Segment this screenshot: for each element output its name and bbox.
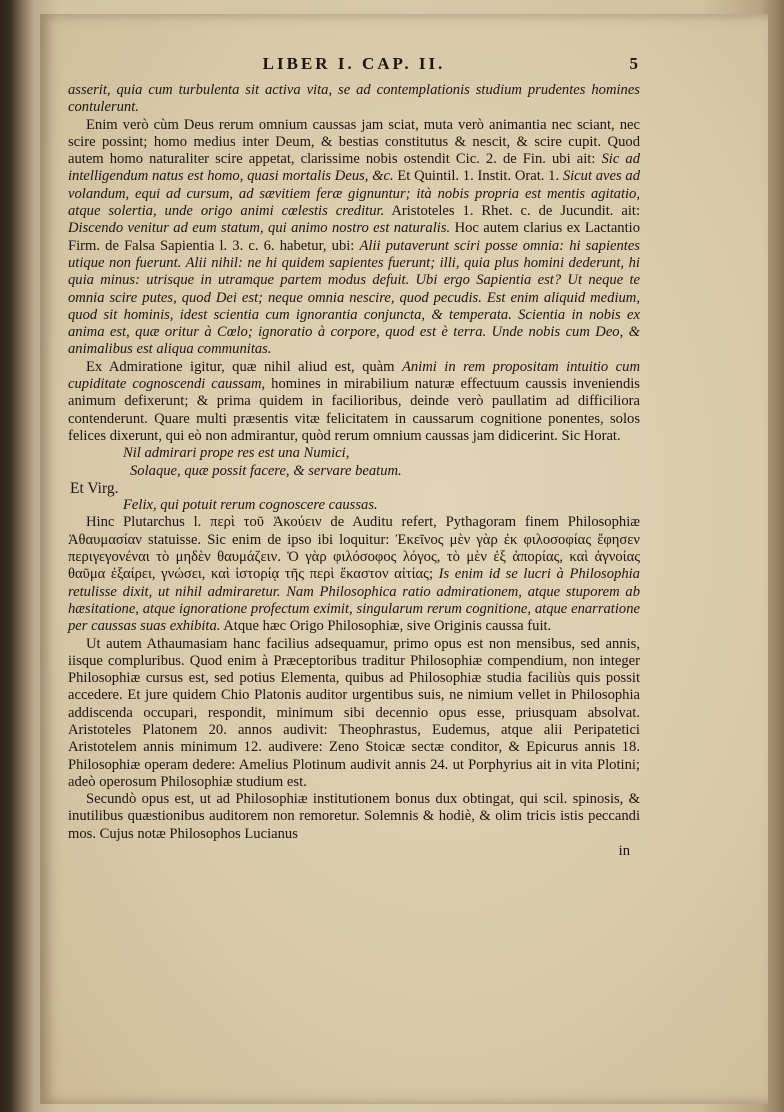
page-text [68,55,640,860]
italic-text-run: Discendo venitur ad eum statum, qui animo nostro est naturalis. [68,220,451,237]
text-run: Hoc autem clarius ex Lactantio Firm. de Falsa Sapientia l. 3. c. 6. habetur, ubi: [68,220,640,254]
text-run: Hinc Plutarchus l. περὶ τοῦ Ἀκούειν de Auditu refert, Pythagoram finem Philosophiæ Ἀθαυμασίαν statuisse. Sic enim de ipso ibi loquitur: Ἐκεῖνος μὲν γὰρ ἐκ φιλοσοφίας ἔφησεν περιγεγονέναι τὸ μηδὲν θαυμάζειν. Ὁ γὰρ φιλόσοφος λόγος, τὸ μὲν ἐξ ἀπορίας, καὶ ἀγνοίας θαῦμα ἐξαίρει, γνώσει, καὶ ἱστορίᾳ τῆς περὶ ἕκαστον αἰτίας; [68,514,640,583]
text-run: Ut autem Athaumasiam hanc facilius adsequamur, primo opus est non mensibus, sed annis, iisque compluribus. Quod enim à Præceptoribus traditur Philosophiæ compendium, non integer Philosophiæ cursus est, sed potius Elementa, quibus ad Philosophiæ studia faciliùs quis possit accedere. Et jure quidem Chio Platonis auditor urgentibus suis, ne nimium vellet in Philosophia addiscenda occupari, respondit, minimum sibi decennio opus esse, priusquam absolvat. Aristoteles Platonem 20. annos audivit: Theophrastus, Eudemus, atque alii Peripatetici Aristotelem annis minimum 12. audivere: Zeno Stoicæ sectæ conditor, & Epicurus annis 18. Philosophiæ operam dedere: Amelius Plotinum audivit annis 24. ut Porphyrius ait in vita Plotini; adeò operosum Philosophiæ studium est. [68,635,640,790]
body-text-lower [68,514,640,843]
text-run: , homines in mirabilium naturæ effectuum caussis inveniendis animum defixerunt; & prima quidem in facilioribus, deinde verò paullatim ad difficiliora contenderunt. Quare multi præsentis vitæ felicitatem in caussarum cognitione ponentes, solos felices dixerunt, qui eò non admirantur, quòd rerum omnium caussas jam didicerint. Sic Horat. [68,376,640,444]
horace-verse-line-2: Solaque, quæ possit facere, & servare beatum. [130,462,402,479]
italic-text-run: Alii putaverunt sciri posse omnia: hi sapientes utique non fuerunt. Alii nihil: ne hi quidem sapientes fuerunt; illi, quia plus homini dederunt, hi quia minus: utrisque in utramque partem modus defuit. Ubi ergo Sapientia est? Ut neque te omnia scire putes, quod Dei est; neque omnia nescire, quod pecudis. Est enim aliquid medium, quod sit hominis, idest scientia cum ignorantia conjuncta, & temperata. Scientia in nobis ex anima est, quæ oritur à Cœlo; ignoratio à corpore, quod est è terra. Unde nobis cum Deo, & animalibus est aliqua communitas. [68,237,640,358]
italic-text-run: Sic ad intelligendum natus est homo, quasi mortalis Deus, &c. [68,151,640,185]
italic-text-run: Animi in rem propositam intuitio cum cupiditate cognoscendi caussam [68,358,640,393]
text-run: Enim verò cùm Deus rerum omnium caussas jam sciat, muta verò animantia nec sciant, nec scire possint; homo medius inter Deum, & bestias constitutus & nescit, & scire cupit. Quod autem homo naturaliter scire appetat, clarissime nobis ostendit Cic. 2. de Fin. ubi ait: [68,116,640,168]
italic-text-run: asserit, quia cum turbulenta sit activa vita, se ad contemplationis studium prudentes homines contulerunt. [68,82,640,116]
italic-text-run: Sicut aves ad volandum, equi ad cursum, ad sævitiem feræ gignuntur; ità nobis propria est mentis agitatio, atque solertia, unde origo animi cœlestis creditur. [68,168,640,220]
paragraph [68,82,640,117]
text-run: Et Quintil. 1. Instit. Orat. 1. [393,168,563,185]
catchword: in [618,843,630,860]
paragraph [68,359,640,445]
paragraph [68,514,640,635]
text-run: Atque hæc Origo Philosophiæ, sive Originis caussa fuit. [220,618,552,635]
text-run: Secundò opus est, ut ad Philosophiæ institutionem bonus dux obtingat, qui scil. spinosis, & inutilibus quæstionibus auditorem non remoretur. Solemnis & hodiè, & olim tricis istis peccandi mos. Cujus notæ Philosophos Lucianus [68,791,640,842]
paragraph [68,117,640,359]
virgil-verse: Felix, qui potuit rerum cognoscere caussas. [123,497,378,514]
paragraph [68,791,640,843]
running-head: LIBER I. CAP. II. [262,54,446,73]
page-header [68,55,640,82]
text-run: Aristoteles 1. Rhet. c. de Jucundit. ait: [384,203,640,220]
virgil-attribution: Et Virg. [70,479,119,497]
horace-verse-line-1: Nil admirari prope res est una Numici, [123,445,350,462]
paragraph [68,636,640,792]
page-number: 5 [629,54,638,73]
italic-text-run: Is enim id se lucri à Philosophia retulisse dixit, ut nihil admiraretur. Nam Philosophica ratio admirationem, atque stuporem ab hæsitatione, atque ignoratione profectum eximit, singularum rerum cognitione, atque enarratione per caussas suas exhibita. [68,566,640,635]
body-text-upper [68,82,640,445]
text-run: Ex Admiratione igitur, quæ nihil aliud est, quàm [86,358,402,375]
